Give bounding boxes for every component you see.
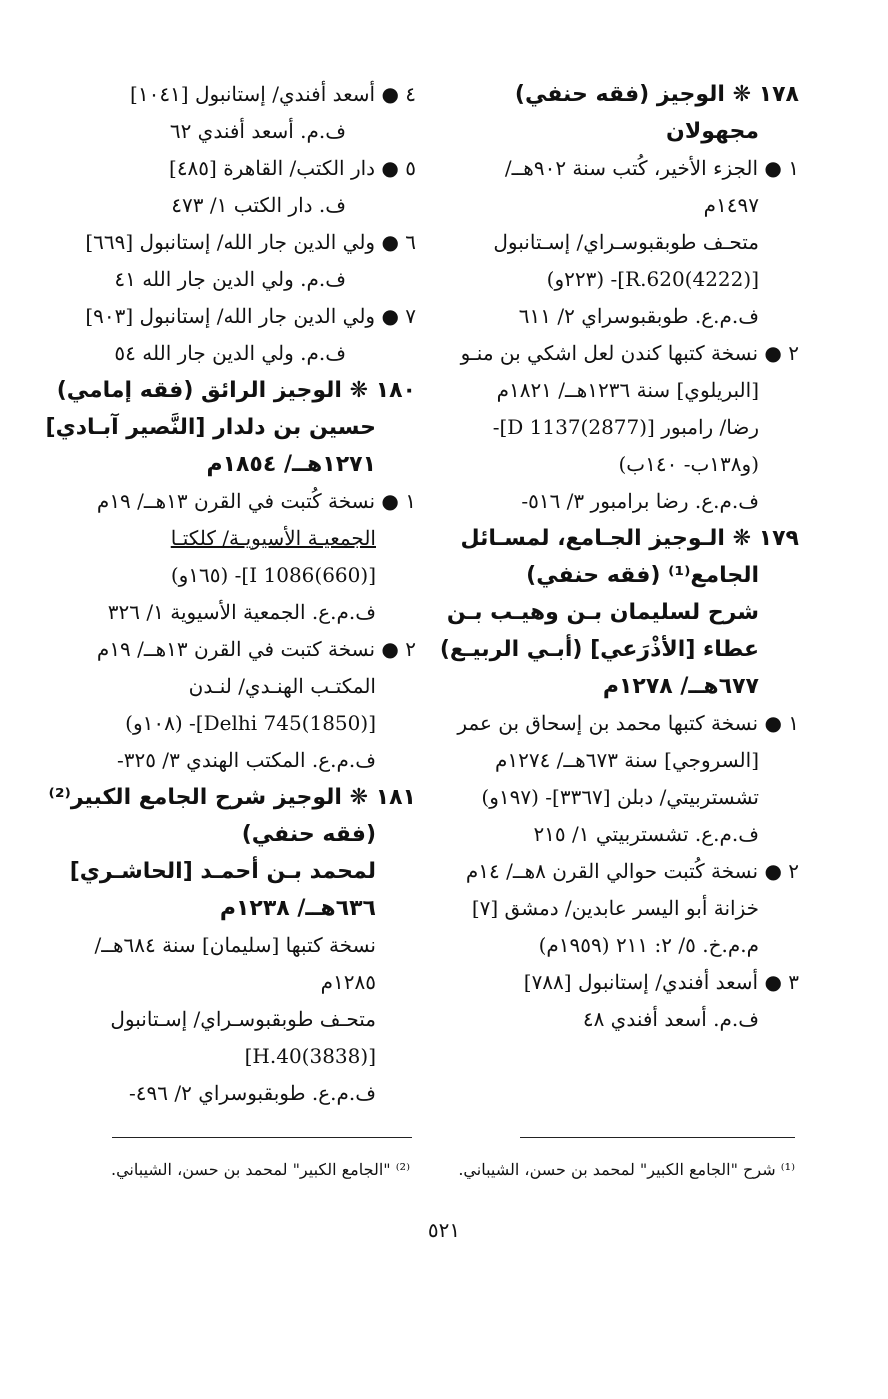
right-column-line: م.م.خ. ٥/ ٢: ٢١١ (١٩٥٩م) xyxy=(538,933,759,957)
left-column-line: ٥ ● دار الكتب/ القاهرة [٤٨٥] xyxy=(169,156,416,180)
footnote-divider-right xyxy=(520,1137,795,1138)
left-column-line: ١٢٨٥م xyxy=(320,970,376,994)
left-column-line: ٧ ● ولي الدين جار الله/ إستانبول [٩٠٣] xyxy=(85,304,416,328)
left-column-line: المكتـب الهنـدي/ لنـدن xyxy=(188,674,376,698)
right-column-line: شرح لسليمان بـن وهيـب بـن xyxy=(446,600,759,625)
right-column-line: متحـف طوبقبوسـراي/ إسـتانبول xyxy=(493,230,759,254)
right-column-line: ٢ ● نسخة كتبها كندن لعل اشكي بن منـو xyxy=(460,341,799,365)
right-column-line: رضا/ رامبور [D 1137(2877)]- xyxy=(492,415,759,439)
right-column-line: ف.م.ع. طوبقبوسراي ٢/ ٦١١ xyxy=(518,304,759,328)
right-column-line: ٣ ● أسعد أفندي/ إستانبول [٧٨٨] xyxy=(523,970,799,994)
right-column-line: مجهولان xyxy=(666,119,759,144)
left-column-line: (فقه حنفي) xyxy=(241,822,376,847)
left-column-line: الجمعيـة الأسيويـة/ كلكتـا xyxy=(170,526,376,550)
right-column-line: ١٧٩ ❋ الـوجيز الجـامع، لمسـائل xyxy=(460,526,799,551)
left-column-line: ٦٣٦هــ/ ١٢٣٨م xyxy=(219,896,376,921)
left-column-line: ١٢٧١هــ/ ١٨٥٤م xyxy=(206,452,376,477)
right-column-line: ١٤٩٧م xyxy=(703,193,759,217)
right-column-line: الجامع⁽¹⁾ (فقه حنفي) xyxy=(526,563,759,588)
footnote-right: ⁽¹⁾ شرح "الجامع الكبير" لمحمد بن حسن، الشيباني. xyxy=(458,1160,795,1179)
right-column-line: ٦٧٧هــ/ ١٢٧٨م xyxy=(602,674,759,699)
footnote-left: ⁽²⁾ "الجامع الكبير" لمحمد بن حسن، الشيباني. xyxy=(110,1160,410,1179)
left-column-line: ف.م. أسعد أفندي ٦٢ xyxy=(169,119,346,143)
left-column-line: [I 1086(660)]- (١٦٥و) xyxy=(170,563,376,587)
left-column-line: ف.م.ع. المكتب الهندي ٣/ ٣٢٥- xyxy=(116,748,376,772)
left-column-line: ٤ ● أسعد أفندي/ إستانبول [١٠٤١] xyxy=(130,82,416,106)
left-column-line: [Delhi 745(1850)]- (١٠٨و) xyxy=(125,711,376,735)
right-column-line: [R.620(4222)]- (٢٢٣و) xyxy=(546,267,759,291)
left-column-line: ف. دار الكتب ١/ ٤٧٣ xyxy=(171,193,346,217)
footnote-divider-left xyxy=(112,1137,412,1138)
right-column-line: [البريلوي] سنة ١٢٣٦هــ/ ١٨٢١م xyxy=(496,378,759,402)
right-column-line: [السروجي] سنة ٦٧٣هــ/ ١٢٧٤م xyxy=(494,748,759,772)
left-column-line: نسخة كتبها [سليمان] سنة ٦٨٤هــ/ xyxy=(94,933,376,957)
right-column-line: خزانة أبو اليسر عابدين/ دمشق [٧] xyxy=(471,896,759,920)
right-column-line: ١٧٨ ❋ الوجيز (فقه حنفي) xyxy=(514,82,799,107)
page-number: ٥٢١ xyxy=(427,1218,461,1242)
left-column-line: ١٨١ ❋ الوجيز شرح الجامع الكبير⁽²⁾ xyxy=(48,785,416,810)
right-column-line: ف.م.ع. تشستربيتي ١/ ٢١٥ xyxy=(533,822,759,846)
right-column-line: عطاء [الأذْرَعي] (أبـي الربيـع) xyxy=(439,637,759,662)
right-column-line: ١ ● الجزء الأخير، كُتب سنة ٩٠٢هــ/ xyxy=(504,156,799,180)
right-column-line: تشستربيتي/ دبلن [٣٣٦٧]- (١٩٧و) xyxy=(481,785,759,809)
left-column-line: ١٨٠ ❋ الوجيز الرائق (فقه إمامي) xyxy=(56,378,416,403)
right-column-line: ف.م. أسعد أفندي ٤٨ xyxy=(582,1007,759,1031)
left-column-line: ف.م.ع. طوبقبوسراي ٢/ ٤٩٦- xyxy=(129,1081,376,1105)
left-column-line: ٦ ● ولي الدين جار الله/ إستانبول [٦٦٩] xyxy=(85,230,416,254)
left-column-line: ف.م.ع. الجمعية الأسيوية ١/ ٣٢٦ xyxy=(107,600,376,624)
right-column xyxy=(439,76,799,1038)
left-column xyxy=(45,76,416,1112)
left-column-line: حسين بن دلدار [النَّصير آبـادي] xyxy=(45,415,376,440)
left-column-line: لمحمد بـن أحمـد [الحاشـري] xyxy=(69,859,376,884)
right-column-line: ٢ ● نسخة كُتبت حوالي القرن ٨هــ/ ١٤م xyxy=(465,859,799,883)
left-column-line: [H.40(3838)] xyxy=(244,1044,376,1068)
left-column-line: ١ ● نسخة كُتبت في القرن ١٣هــ/ ١٩م xyxy=(96,489,416,513)
left-column-line: متحـف طوبقبوسـراي/ إسـتانبول xyxy=(110,1007,376,1031)
left-column-line: ف.م. ولي الدين جار الله ٥٤ xyxy=(114,341,346,365)
right-column-line: (و١٣٨ب- ١٤٠ب) xyxy=(618,452,759,476)
left-column-line: ف.م. ولي الدين جار الله ٤١ xyxy=(114,267,346,291)
right-column-line: ١ ● نسخة كتبها محمد بن إسحاق بن عمر xyxy=(457,711,799,735)
left-column-line: ٢ ● نسخة كتبت في القرن ١٣هــ/ ١٩م xyxy=(96,637,416,661)
right-column-line: ف.م.ع. رضا برامبور ٣/ ٥١٦- xyxy=(521,489,759,513)
